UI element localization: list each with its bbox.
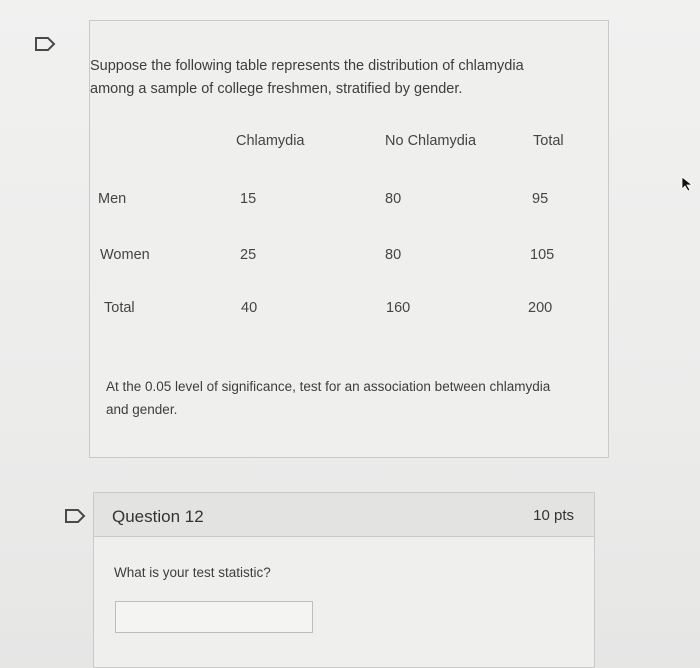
table-cell: 105 <box>530 247 555 263</box>
significance-line-2: and gender. <box>106 402 178 417</box>
question-points: 10 pts <box>533 507 574 524</box>
question-prompt: What is your test statistic? <box>114 565 271 580</box>
question-card <box>89 20 609 458</box>
intro-line-2: among a sample of college freshmen, stratified by gender. <box>90 81 463 97</box>
question-header <box>94 493 594 537</box>
flag-icon[interactable] <box>34 36 56 52</box>
table-cell: 160 <box>386 300 411 316</box>
header-no-chlamydia: No Chlamydia <box>385 133 477 149</box>
significance-line-1: At the 0.05 level of significance, test for an association between chlamydia <box>106 379 551 394</box>
table-cell: 40 <box>241 300 258 316</box>
question-title: Question 12 <box>112 507 204 526</box>
question-12-card <box>93 492 595 668</box>
contingency-table <box>90 21 610 351</box>
cursor-arrow-icon <box>680 176 696 192</box>
header-total: Total <box>533 133 564 149</box>
table-cell: 95 <box>532 191 549 207</box>
intro-line-1: Suppose the following table represents the distribution of chlamydia <box>90 58 524 74</box>
table-cell: 200 <box>528 300 553 316</box>
significance-text <box>106 375 586 421</box>
flag-icon[interactable] <box>64 508 86 524</box>
header-chlamydia: Chlamydia <box>236 133 305 149</box>
table-cell: 80 <box>385 191 402 207</box>
row-label-total: Total <box>104 300 135 316</box>
table-cell: 80 <box>385 247 402 263</box>
table-cell: 25 <box>240 247 257 263</box>
row-label-women: Women <box>100 247 150 263</box>
row-label-men: Men <box>98 191 127 207</box>
answer-input[interactable] <box>115 601 313 633</box>
table-cell: 15 <box>240 191 257 207</box>
